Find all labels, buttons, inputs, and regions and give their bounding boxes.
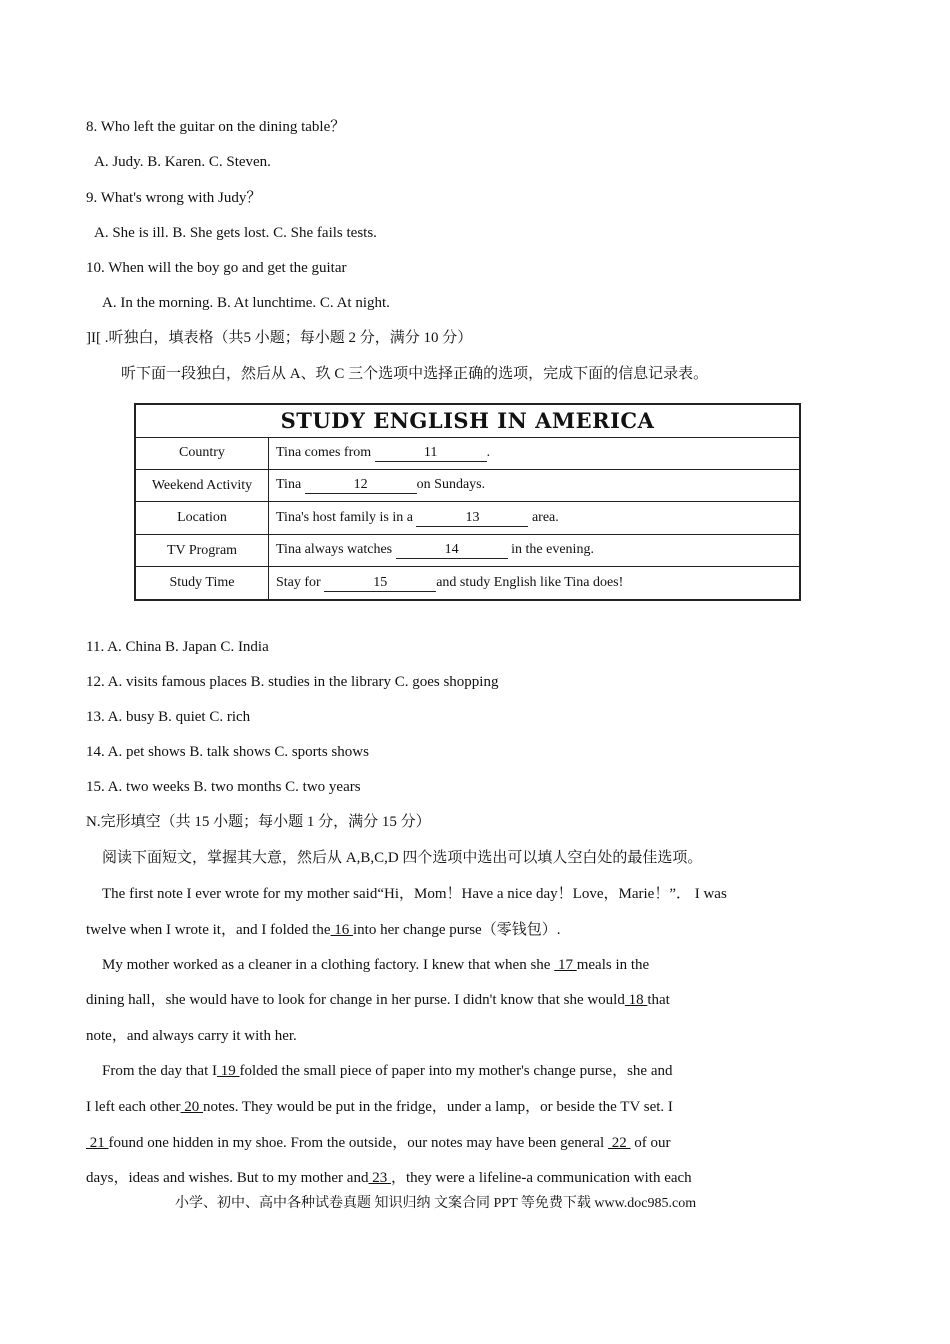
passage-line <box>86 920 560 940</box>
row-text-after: and study English like Tina does! <box>436 574 624 590</box>
cloze-blank: 17 <box>554 957 577 973</box>
cloze-blank: 21 <box>86 1135 109 1151</box>
row-text-after: on Sundays. <box>416 477 486 493</box>
blank-15: 15 <box>324 575 436 592</box>
passage-text: folded the small piece of paper into my mother's change purse，she and <box>239 1063 673 1079</box>
passage-text: From the day that I <box>102 1063 217 1079</box>
row-label: Location <box>135 502 269 534</box>
row-text-before: Tina always watches <box>276 542 393 558</box>
row-text-before: Tina comes from <box>276 444 372 460</box>
passage-text: meals in the <box>576 957 650 973</box>
row-text-before: Stay for <box>276 574 321 590</box>
row-content <box>269 502 801 534</box>
options-14: 14. A. pet shows B. talk shows C. sports shows <box>86 744 369 760</box>
table-row <box>135 469 800 501</box>
cloze-blank: 19 <box>216 1063 240 1079</box>
row-content <box>269 469 801 501</box>
section-4-instruction: 阅读下面短文，掌握其大意，然后从 A,B,C,D 四个选项中选出可以填人空白处的最佳选项。 <box>102 850 703 866</box>
passage-line <box>86 1026 297 1046</box>
passage-line <box>102 955 649 975</box>
passage-text: that <box>647 992 670 1008</box>
table-row <box>135 437 800 469</box>
row-label: Weekend Activity <box>135 469 269 501</box>
section-4-heading: N.完形填空（共 15 小题；每小题 1 分，满分 15 分） <box>86 814 431 830</box>
options-13: 13. A. busy B. quiet C. rich <box>86 709 251 725</box>
passage-text: I left each other <box>86 1099 181 1115</box>
passage-text: days，ideas and wishes. But to my mother and <box>86 1170 369 1186</box>
passage-text: twelve when I wrote it，and I folded the <box>86 922 331 938</box>
row-text-before: Tina <box>276 477 302 493</box>
row-text-before: Tina's host family is in a <box>276 509 413 525</box>
options-12: 12. A. visits famous places B. studies in the library C. goes shopping <box>86 674 499 690</box>
blank-13: 13 <box>416 510 528 527</box>
question-9-options: A. She is ill. B. She gets lost. C. She fails tests. <box>94 225 377 241</box>
passage-line <box>86 1168 692 1188</box>
info-record-table <box>134 403 801 601</box>
passage-text: found one hidden in my shoe. From the outside，our notes may have been general <box>108 1135 608 1151</box>
table-title-row <box>135 404 800 437</box>
passage-line <box>86 1133 670 1153</box>
question-10-options: A. In the morning. B. At lunchtime. C. At night. <box>102 295 390 311</box>
table-row <box>135 534 800 566</box>
passage-line <box>86 990 670 1010</box>
passage-line <box>102 884 727 904</box>
cloze-blank: 23 <box>368 1170 391 1186</box>
options-15: 15. A. two weeks B. two months C. two years <box>86 779 361 795</box>
section-3-instruction: 听下面一段独白，然后从 A、玖 C 三个选项中选择正确的选项，完成下面的信息记录表。 <box>121 366 709 382</box>
row-label: Country <box>135 437 269 469</box>
table-title: STUDY ENGLISH IN AMERICA <box>135 404 800 437</box>
footer-text: 小学、初中、高中各种试卷真题 知识归纳 文案合同 PPT 等免费下载 www.doc985.com <box>175 1196 697 1211</box>
blank-12: 12 <box>305 477 417 494</box>
table-row <box>135 567 800 600</box>
cloze-blank: 18 <box>624 992 648 1008</box>
blank-14: 14 <box>396 542 508 559</box>
table-row <box>135 502 800 534</box>
row-label: Study Time <box>135 567 269 600</box>
row-text-after: area. <box>531 509 559 525</box>
passage-text: The first note I ever wrote for my mother said“Hi，Mom！Have a nice day！Love，Marie！”． I was <box>102 886 727 902</box>
row-content <box>269 437 801 469</box>
row-text-after: in the evening. <box>511 542 594 558</box>
question-8: 8. Who left the guitar on the dining table？ <box>86 119 346 135</box>
row-content <box>269 534 801 566</box>
passage-text: ，they were a lifeline-a communication with each <box>390 1170 692 1186</box>
cloze-blank: 20 <box>180 1099 204 1115</box>
passage-text: My mother worked as a cleaner in a clothing factory. I knew that when she <box>102 957 555 973</box>
row-label: TV Program <box>135 534 269 566</box>
cloze-blank: 22 <box>607 1135 631 1151</box>
passage-text: into her change purse（零钱包）. <box>353 922 561 938</box>
passage-text: note，and always carry it with her. <box>86 1028 297 1044</box>
passage-text: notes. They would be put in the fridge，under a lamp，or beside the TV set. I <box>203 1099 673 1115</box>
passage-line <box>86 1097 673 1117</box>
row-text-after: . <box>486 444 491 460</box>
question-10: 10. When will the boy go and get the guitar <box>86 260 347 276</box>
question-9: 9. What's wrong with Judy？ <box>86 190 262 206</box>
passage-text: of our <box>630 1135 671 1151</box>
section-3-heading: ]I[ .听独白，填表格（共5 小题；每小题 2 分，满分 10 分） <box>86 330 473 346</box>
question-8-options: A. Judy. B. Karen. C. Steven. <box>94 154 271 170</box>
passage-line <box>102 1061 672 1081</box>
passage-text: dining hall，she would have to look for change in her purse. I didn't know that she would <box>86 992 625 1008</box>
blank-11: 11 <box>375 445 487 462</box>
row-content <box>269 567 801 600</box>
cloze-blank: 16 <box>330 922 354 938</box>
options-11: 11. A. China B. Japan C. India <box>86 639 269 655</box>
